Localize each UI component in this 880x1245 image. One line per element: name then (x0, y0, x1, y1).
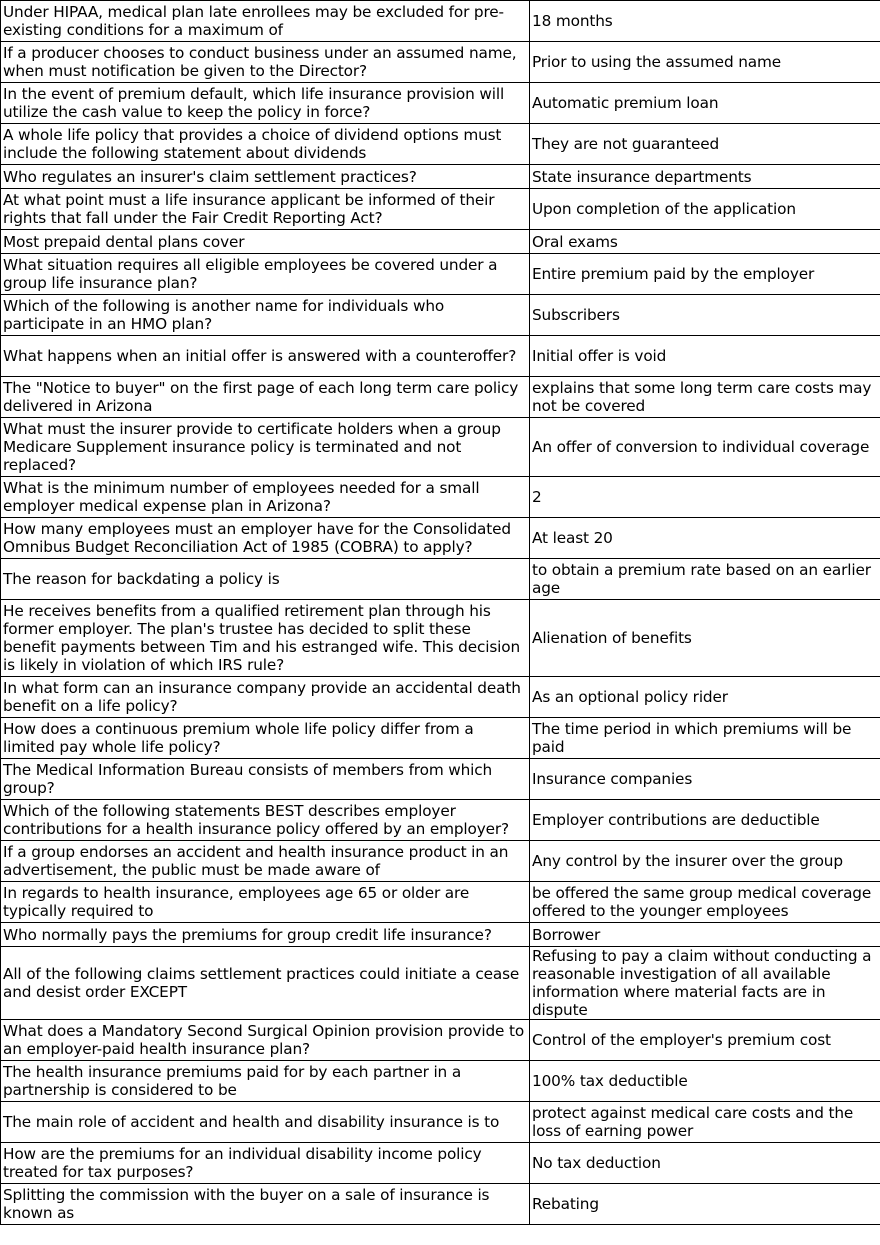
answer-cell: Initial offer is void (530, 336, 880, 377)
table-row (1, 759, 880, 800)
table-row (1, 230, 880, 254)
question-cell: How are the premiums for an individual disability income policy treated for tax purposes? (1, 1143, 530, 1184)
table-row (1, 189, 880, 230)
answer-cell: explains that some long term care costs may not be covered (530, 377, 880, 418)
answer-cell: Entire premium paid by the employer (530, 254, 880, 295)
question-cell: What must the insurer provide to certificate holders when a group Medicare Supplement insurance policy is terminated and not replaced? (1, 418, 530, 477)
answer-cell: be offered the same group medical coverage offered to the younger employees (530, 882, 880, 923)
answer-cell: An offer of conversion to individual coverage (530, 418, 880, 477)
table-row (1, 124, 880, 165)
table-row (1, 336, 880, 377)
answer-cell: protect against medical care costs and the loss of earning power (530, 1102, 880, 1143)
answer-cell: 100% tax deductible (530, 1061, 880, 1102)
answer-cell: At least 20 (530, 518, 880, 559)
table-row (1, 1, 880, 42)
answer-cell: Prior to using the assumed name (530, 42, 880, 83)
question-cell: What is the minimum number of employees needed for a small employer medical expense plan in Arizona? (1, 477, 530, 518)
answer-cell: The time period in which premiums will be paid (530, 718, 880, 759)
table-row (1, 254, 880, 295)
table-row (1, 718, 880, 759)
answer-cell: Insurance companies (530, 759, 880, 800)
table-row (1, 1102, 880, 1143)
answer-cell: 2 (530, 477, 880, 518)
table-row (1, 800, 880, 841)
question-cell: At what point must a life insurance applicant be informed of their rights that fall under the Fair Credit Reporting Act? (1, 189, 530, 230)
question-cell: The health insurance premiums paid for by each partner in a partnership is considered to be (1, 1061, 530, 1102)
answer-cell: They are not guaranteed (530, 124, 880, 165)
table-row (1, 1143, 880, 1184)
table-row (1, 1061, 880, 1102)
question-cell: In what form can an insurance company provide an accidental death benefit on a life policy? (1, 677, 530, 718)
question-cell: Who normally pays the premiums for group credit life insurance? (1, 923, 530, 947)
answer-cell: Any control by the insurer over the group (530, 841, 880, 882)
question-cell: In the event of premium default, which life insurance provision will utilize the cash value to keep the policy in force? (1, 83, 530, 124)
table-row (1, 1184, 880, 1225)
question-cell: What situation requires all eligible employees be covered under a group life insurance plan? (1, 254, 530, 295)
answer-cell: State insurance departments (530, 165, 880, 189)
table-row (1, 677, 880, 718)
table-row (1, 518, 880, 559)
question-cell: All of the following claims settlement practices could initiate a cease and desist order EXCEPT (1, 947, 530, 1020)
table-row (1, 165, 880, 189)
question-cell: In regards to health insurance, employees age 65 or older are typically required to (1, 882, 530, 923)
table-row (1, 1020, 880, 1061)
flashcard-table-body (1, 1, 880, 1225)
answer-cell: Alienation of benefits (530, 600, 880, 677)
question-cell: The main role of accident and health and disability insurance is to (1, 1102, 530, 1143)
answer-cell: No tax deduction (530, 1143, 880, 1184)
answer-cell: Upon completion of the application (530, 189, 880, 230)
question-cell: The reason for backdating a policy is (1, 559, 530, 600)
table-row (1, 600, 880, 677)
answer-cell: to obtain a premium rate based on an earlier age (530, 559, 880, 600)
table-row (1, 947, 880, 1020)
question-cell: How many employees must an employer have for the Consolidated Omnibus Budget Reconciliation Act of 1985 (COBRA) to apply? (1, 518, 530, 559)
question-cell: A whole life policy that provides a choice of dividend options must include the following statement about dividends (1, 124, 530, 165)
answer-cell: Rebating (530, 1184, 880, 1225)
table-row (1, 418, 880, 477)
question-cell: What does a Mandatory Second Surgical Opinion provision provide to an employer-paid health insurance plan? (1, 1020, 530, 1061)
table-row (1, 377, 880, 418)
table-row (1, 477, 880, 518)
question-cell: He receives benefits from a qualified retirement plan through his former employer. The plan's trustee has decided to split these benefit payments between Tim and his estranged wife. This decision is likely in violation of which IRS rule? (1, 600, 530, 677)
table-row (1, 42, 880, 83)
answer-cell: 18 months (530, 1, 880, 42)
table-row (1, 923, 880, 947)
answer-cell: Refusing to pay a claim without conducting a reasonable investigation of all available information where material facts are in dispute (530, 947, 880, 1020)
question-cell: Which of the following statements BEST describes employer contributions for a health insurance policy offered by an employer? (1, 800, 530, 841)
table-row (1, 559, 880, 600)
question-cell: Who regulates an insurer's claim settlement practices? (1, 165, 530, 189)
question-cell: What happens when an initial offer is answered with a counteroffer? (1, 336, 530, 377)
question-cell: If a group endorses an accident and health insurance product in an advertisement, the public must be made aware of (1, 841, 530, 882)
answer-cell: Subscribers (530, 295, 880, 336)
question-cell: The Medical Information Bureau consists of members from which group? (1, 759, 530, 800)
question-cell: How does a continuous premium whole life policy differ from a limited pay whole life policy? (1, 718, 530, 759)
question-cell: Most prepaid dental plans cover (1, 230, 530, 254)
table-row (1, 83, 880, 124)
answer-cell: Employer contributions are deductible (530, 800, 880, 841)
answer-cell: As an optional policy rider (530, 677, 880, 718)
question-cell: The "Notice to buyer" on the first page of each long term care policy delivered in Arizona (1, 377, 530, 418)
answer-cell: Oral exams (530, 230, 880, 254)
answer-cell: Automatic premium loan (530, 83, 880, 124)
table-row (1, 882, 880, 923)
question-cell: If a producer chooses to conduct business under an assumed name, when must notification be given to the Director? (1, 42, 530, 83)
table-row (1, 295, 880, 336)
table-row (1, 841, 880, 882)
answer-cell: Control of the employer's premium cost (530, 1020, 880, 1061)
question-cell: Splitting the commission with the buyer on a sale of insurance is known as (1, 1184, 530, 1225)
question-cell: Which of the following is another name for individuals who participate in an HMO plan? (1, 295, 530, 336)
question-cell: Under HIPAA, medical plan late enrollees may be excluded for pre-existing conditions for a maximum of (1, 1, 530, 42)
answer-cell: Borrower (530, 923, 880, 947)
